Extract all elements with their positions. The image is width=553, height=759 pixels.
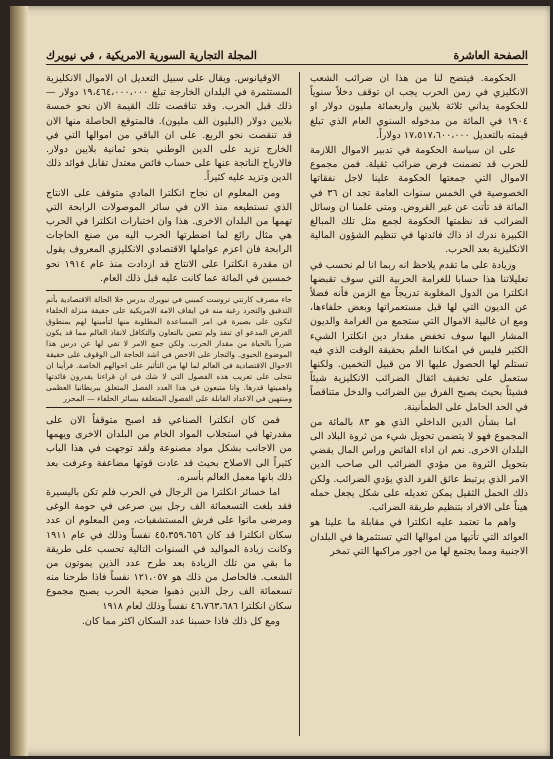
paragraph: ومع كل ذلك فاذا حسبنا عدد السكان اكثر مما كان. bbox=[81, 615, 280, 627]
paragraph: فمن كان انكلترا الصناعي قد اصبح متوقفاً الان على مقدرتها في استجلاب المواد الخام من البلدان الاخرى ويهمها من الاجانب بشكل مواد مصنوعة ولقد توجهت في هذا الباب كثيراً الى الاصلاح بحيث قد عادت قوتها مضاعفة وعرفت بعد ذلك بانها معمل العالم بأسره. bbox=[46, 415, 292, 483]
paragraph: ومن المعلوم ان نجاح انكلترا المادي متوقف على الانتاج الذي تستطيعه منذ الان في سائر الموصولات الرابحة التي تهمها من البلدان الاخرى. هذا وان اختبارات انكلترا في الحرب هي مثال رائع لما اضطرتها الحرب اليه من صنع الحاجات الرابحة فان اعزم عواملها الاقتصادي الانكليزي المعروف يقول ان مقدرة انكلترا على الانتاج قد ازدادت منذ عام ١٩١٤ نحو خمسين في المائة عما كانت عليه قبل ذلك العام. bbox=[46, 187, 292, 284]
left-column bbox=[46, 72, 292, 738]
paragraph: اما خسائر انكلترا من الرجال في الحرب فلم تكن باليسيرة فقد بلغت التسعمائة الف رجل بين صرعى في حومة الوغى ومرضى ماتوا على فرش المستشفيات، ومن المعلوم ان عدد سكان انكلترا قد كان ٤٥،٣٥٩،٦٥٦ نفساً وذلك في عام ١٩١١ وكانت زيادة المواليد في السنوات التالية تحسب على طريقة ما بقي من تلك الزيادة بعد طرح عدد الذين يموتون من الشعب. فالحاصل من ذلك هو ١٢١،٠٥٧ نفساً فاذا طرحنا منه تسعمائة الف رجل الذين ذهبوا ضحية الحرب يصبح مجموع سكان انكلترا ٤٦،٧٦٣،٦٨٦ نفساً وذلك لعام ١٩١٨ bbox=[46, 487, 292, 612]
page-header bbox=[46, 42, 528, 65]
paragraph: واهم ما تعتمد عليه انكلترا في مقابلة ما علينا هو العوائد التي تأتيها من اموالها التي تستثمرها في البلدان الاجنبية ومما يجتمع لها من اجور مراكبها التي تمخر bbox=[310, 517, 528, 557]
paragraph: على ان سياسة الحكومة في تدبير الاموال اللازمة للحرب قد تضمنت فرض ضرائب ثقيلة. فمن مجموع الاموال التي جمعتها الحكومة علينا لاجل نفقاتها الخصوصية في الخمس سنوات العامة تجد ان ٣٦ في المائة قد تأتت عن غير القروض. ومتى علمنا ان وسائل الضرائب قد نظمتها الحكومة لجمع مثل تلك المبالغ الكبيرة ندرك اذ ذاك فائدتها في تنظيم الشؤون المالية الانكليزية بعد الحرب. bbox=[310, 145, 528, 256]
column-divider bbox=[299, 72, 300, 736]
book-page bbox=[10, 6, 550, 756]
right-column bbox=[310, 72, 528, 738]
editor-note-box: جاء مصرف كارنتي تروست كمبني في نيويرك بدرس خلا الحالة الاقتصادية بأتم التدقيق والتجرد رغبة منه في ايقاف الامة الامريكية على حقيقة منزلة الحلفاء لتكون على بصيرة في امر المساعدة المطلوبة منها لتأمينها لهم بمنطوق القرض المدعو اي تنفذ ولم تتعين بالتعاون والتكافل لانقاذ العالم مما قد يكون ضرراً بالحياة من مقدار الحرب. ولكن جمع الامر لا تفي لها عن درس هذا الموضوع الحيوي. والتجار على الاخص في اشد الحاجة الى الوقوف على حقيقة الاحوال الاقتصادية في العالم لما لها من التأثير على احوالهم الخاصة. فرأينا ان نتجلى على تعريب هذه الفصول التي لا شك في ان قراءنا يقدرون فائدتها واهميتها قدرها. وانا متبعون في هذا العدد الفصل المتعلق ببريطانيا العظمى ومنتهين في الاعداد القابلة على الفصول المتعلقة بسائر الحلفاء — المحرر bbox=[46, 290, 292, 408]
section-title: الصفحة العاشرة bbox=[453, 49, 528, 62]
journal-title: المجلة التجارية السورية الامريكية ، في نيويرك bbox=[46, 49, 257, 62]
paragraph: وزيادة على ما تقدم يلاحظ انه ربما انا لم نحسب في تعليلاتنا هذا حسابا للغرامة الحربية التي سوف تقبضها انكلترا من الدول المغلوبة تدريجاً مع الزمن فأنه فضلاً عن الديون التي لها قبل مستعمراتها وبعض حلفاءها، ومع ان غالبية الاموال التي ستجمع من الغرامة والديون المشار اليها سوف تخفض مقدار دين انكلترا الشيء الكثير فليس في امكاننا العلم بحقيقة الوقت الذي فيه تستلم لها الحصول عليها الا من قبيل التخمين. ولكنها ستعمل على تخفيف اثقال الضرائب الانكليزية شيئاً فشيئاً بحيث يصبح الفرق بين الضرائب والدخل متناقصاً في الحد الحامل على الطمأنينة. bbox=[310, 259, 528, 413]
paragraph: الاوقيانوس. ويقال على سبيل التعديل ان الاموال الانكليزية المستثمرة في البلدان الخارجة تبلغ ١٩،٤٦٤،٠٠٠،٠٠٠ دولار — ذلك قبل الحرب. وقد تناقصت تلك القيمة الان نحو خمسة بلايين دولار (البليون الف مليون). فالمتوقع الحاصلة منها الان قد تنقصت نحو الربع. على ان الباقي من اموالها التي في الخارج تزيد على الدين الوطني بنحو ثمانية بلايين دولار. فالارباح الناتجة عنها على حساب فائض معتدل تقابل فوائد ذلك الدين وتزيد عليه كثيراً. bbox=[46, 73, 292, 184]
paragraph: اما بشأن الدين الداخلي الذي هو ٨٣ بالمائة من المجموع فهو لا يتضمن تحويل شيء من ثروة البلاد الى البلدان الاخرى. نعم ان اداء الفائض وراس المال يقضي بتحويل الثروة من مؤدي الضرائب الى صاحب الدين الامر الذي يرتبط عائق الفرد الذي يؤدي الضرائب. ولكن ذلك الحمل الثقيل يمكن تعديله على شكل يجعل حمله هيناً على الافراد بتنظيم طريقة الضرائب. bbox=[310, 416, 528, 514]
book-spine bbox=[10, 6, 28, 756]
paragraph: الحكومة. فيتضح لنا من هذا ان ضرائب الشعب الانكليزي في زمن الحرب يجب ان توقف دخلاً سنوياً للحكومة يداني ثلاثة بلايين واربعمائة مليون دولار او ١٩٠٤ في المائة من مدخوله السنوي العام الذي تبلغ قيمته بالتعديل ١٧،٥١٧،٦٠٠،٠٠٠ دولاراً. bbox=[310, 73, 528, 141]
